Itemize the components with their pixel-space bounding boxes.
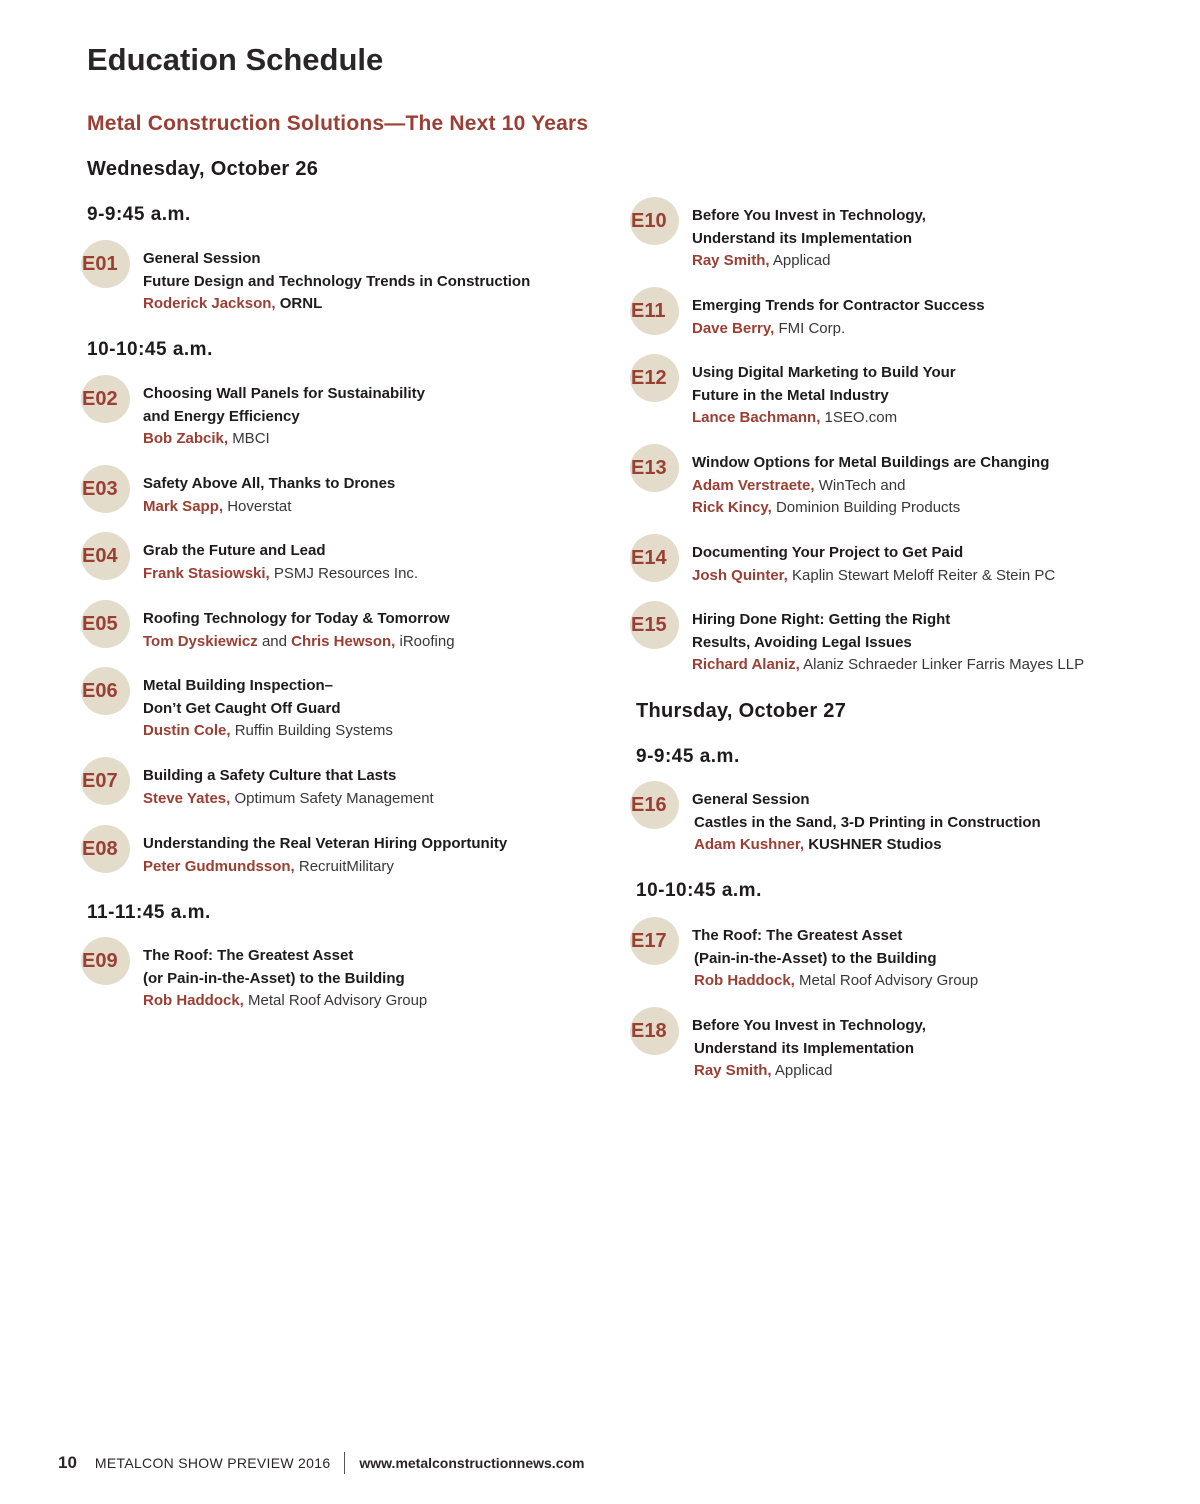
speaker-org: Hoverstat (227, 497, 292, 515)
speaker-name: Mark Sapp, (143, 497, 224, 515)
session-code-badge: E15 (630, 601, 679, 649)
session-code-badge: E02 (81, 375, 130, 423)
speaker-name: Dave Berry, (692, 319, 775, 337)
day-heading-wednesday: Wednesday, October 26 (87, 158, 319, 180)
session-title: Grab the Future and Lead (143, 542, 326, 559)
session-title: Choosing Wall Panels for Sustainability (143, 385, 425, 402)
footer-divider (344, 1452, 345, 1474)
speaker-org: Kaplin Stewart Meloff Reiter & Stein PC (792, 566, 1056, 584)
page-title: Education Schedule (87, 42, 384, 77)
speaker-org: MBCI (232, 430, 270, 447)
speaker-name: Ray Smith, (694, 1062, 772, 1079)
speaker-name: Rob Haddock, (143, 992, 244, 1009)
day-heading-thursday: Thursday, October 27 (636, 700, 847, 722)
speaker-name: Adam Verstraete, (692, 476, 815, 494)
speaker-name: Rob Haddock, (694, 972, 795, 989)
speaker-org: KUSHNER Studios (808, 836, 942, 853)
speaker-org: iRoofing (399, 632, 455, 650)
session-code-badge: E09 (81, 937, 130, 985)
session-title: (Pain-in-the-Asset) to the Building (694, 949, 937, 967)
session-title: Building a Safety Culture that Lasts (143, 767, 397, 784)
time-slot-heading: 10-10:45 a.m. (87, 339, 213, 360)
session-title: Don’t Get Caught Off Guard (143, 699, 341, 717)
session-title: Emerging Trends for Contractor Success (692, 297, 985, 314)
session-title: The Roof: The Greatest Asset (692, 927, 903, 944)
time-slot-heading: 9-9:45 a.m. (87, 204, 191, 225)
speaker-name: Chris Hewson, (291, 632, 396, 650)
speaker-name: Bob Zabcik, (143, 430, 229, 447)
session-code-badge: E17 (630, 917, 679, 965)
speaker-name: Adam Kushner, (694, 836, 805, 853)
speaker-org: Applicad (772, 252, 831, 269)
time-slot-heading: 10-10:45 a.m. (636, 880, 762, 901)
session-code-badge: E07 (81, 757, 130, 805)
session-title: and Energy Efficiency (143, 407, 300, 425)
session-title: Roofing Technology for Today & Tomorrow (143, 610, 450, 627)
session-title: Understand its Implementation (694, 1039, 915, 1057)
speaker-org: Optimum Safety Management (234, 789, 434, 807)
speaker-name: Dustin Cole, (143, 722, 231, 739)
speaker-name: Richard Alaniz, (692, 656, 800, 673)
conjunction-text: and (261, 632, 287, 650)
speaker-org: Ruffin Building Systems (234, 722, 393, 739)
session-code-badge: E18 (630, 1007, 679, 1055)
speaker-name: Steve Yates, (143, 789, 231, 807)
session-title: Castles in the Sand, 3-D Printing in Construction (694, 813, 1041, 831)
session-code-badge: E08 (81, 825, 130, 873)
section-subtitle: Metal Construction Solutions—The Next 10 Years (87, 112, 589, 135)
speaker-org: 1SEO.com (824, 409, 898, 426)
speaker-org: PSMJ Resources Inc. (273, 564, 419, 582)
speaker-name: Peter Gudmundsson, (143, 857, 295, 875)
session-title: Window Options for Metal Buildings are Changing (692, 454, 1050, 471)
speaker-name: Rick Kincy, (692, 499, 772, 516)
time-slot-heading: 11-11:45 a.m. (87, 902, 211, 923)
session-code-badge: E06 (81, 667, 130, 715)
speaker-name: Josh Quinter, (692, 566, 788, 584)
session-code-badge: E12 (630, 354, 679, 402)
speaker-name: Tom Dyskiewicz (143, 632, 258, 650)
speaker-org: Metal Roof Advisory Group (248, 992, 428, 1009)
session-title: Hiring Done Right: Getting the Right (692, 611, 951, 628)
session-code-badge: E10 (630, 197, 679, 245)
speaker-org: Applicad (774, 1062, 833, 1079)
speaker-name: Ray Smith, (692, 252, 770, 269)
session-code-badge: E03 (81, 465, 130, 513)
page-footer (58, 1452, 585, 1474)
session-title: Understanding the Real Veteran Hiring Opportunity (143, 835, 508, 852)
speaker-name: Frank Stasiowski, (143, 564, 270, 582)
speaker-org: Dominion Building Products (775, 499, 961, 516)
session-title: Using Digital Marketing to Build Your (692, 364, 956, 381)
website-link[interactable]: www.metalconstructionnews.com (359, 1455, 585, 1471)
session-code-badge: E16 (630, 781, 679, 829)
session-title: Future in the Metal Industry (692, 386, 889, 404)
session-title: Results, Avoiding Legal Issues (692, 633, 912, 651)
speaker-org: RecruitMilitary (298, 857, 394, 875)
session-title: (or Pain-in-the-Asset) to the Building (143, 969, 405, 987)
speaker-org: WinTech and (818, 476, 906, 494)
session-title: The Roof: The Greatest Asset (143, 947, 354, 964)
session-title: Safety Above All, Thanks to Drones (143, 475, 396, 492)
speaker-org: Alaniz Schraeder Linker Farris Mayes LLP (803, 656, 1085, 673)
time-slot-heading: 9-9:45 a.m. (636, 746, 740, 767)
session-code-badge: E11 (630, 287, 679, 335)
page-number: 10 (58, 1453, 77, 1472)
speaker-org: FMI Corp. (778, 319, 846, 337)
speaker-name: Roderick Jackson, (143, 295, 276, 312)
session-title: Metal Building Inspection– (143, 677, 334, 694)
session-title: Documenting Your Project to Get Paid (692, 544, 964, 561)
session-code-badge: E13 (630, 444, 679, 492)
session-code-badge: E05 (81, 600, 130, 648)
session-title: Before You Invest in Technology, (692, 1017, 926, 1034)
session-code-badge: E04 (81, 532, 130, 580)
publication-name: METALCON SHOW PREVIEW 2016 (94, 1455, 331, 1471)
session-title: Understand its Implementation (692, 229, 913, 247)
session-code-badge: E14 (630, 534, 679, 582)
speaker-org: ORNL (279, 295, 323, 312)
speaker-name: Lance Bachmann, (692, 409, 821, 426)
session-code-badge: E01 (81, 240, 130, 288)
session-title: Future Design and Technology Trends in Construction (143, 272, 531, 290)
session-title: General Session (692, 791, 810, 808)
session-title: General Session (143, 250, 261, 267)
speaker-org: Metal Roof Advisory Group (799, 972, 979, 989)
session-title: Before You Invest in Technology, (692, 207, 926, 224)
